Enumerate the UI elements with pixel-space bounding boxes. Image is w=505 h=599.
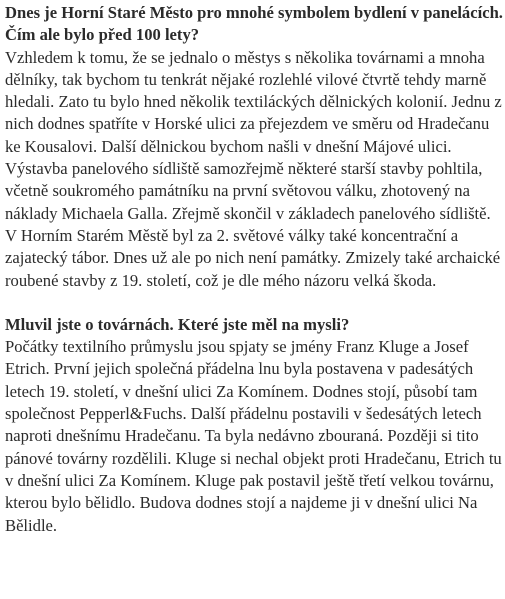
interview-article [5, 2, 503, 559]
qa-block-2 [5, 314, 503, 537]
qa-block-1 [5, 2, 503, 292]
interview-question: Dnes je Horní Staré Město pro mnohé symbolem bydlení v panelácích. Čím ale bylo před 100 lety? [5, 3, 503, 45]
interview-answer: Vzhledem k tomu, že se jednalo o městys s několika továrnami a mnoha dělníky, tak bychom tu tenkrát nějaké rozlehlé vilové čtvrtě tehdy marně hledali. Zato tu bylo hned několik textiláckých dělnických kolonií. Jednu z nich dodnes spatříte v Horské ulici za přejezdem ve směru od Hradečanu ke Kousalovi. Další dělnickou bychom našli v dnešní Májové ulici. Výstavba panelového sídliště samozřejmě některé starší stavby pohltila, včetně soukromého památníku na první světovou válku, zhotovený na náklady Michaela Galla. Zřejmě skončil v základech panelového sídliště. V Horním Starém Městě byl za 2. světové války také koncentrační a zajatecký tábor. Dnes už ale po nich není památky. Zmizely také archaické roubené stavby z 19. století, což je dle mého názoru velká škoda. [5, 47, 502, 290]
interview-answer: Počátky textilního průmyslu jsou spjaty se jmény Franz Kluge a Josef Etrich. První jejich společná přádelna lnu byla postavena v padesátých letech 19. století, v dnešní ulici Za Komínem. Dodnes stojí, působí tam společnost Pepperl&Fuchs. Další přádelnu postavili v šedesátých letech naproti dnešnímu Hradečanu. Ta byla nedávno zbouraná. Později si tito pánové továrny rozdělili. Kluge si nechal objekt proti Hradečanu, Etrich tu v dnešní ulici Za Komínem. Kluge pak postavil ještě třetí velkou továrnu, kterou bylo bělidlo. Budova dodnes stojí a najdeme ji v dnešní ulici Na Bělidle. [5, 337, 502, 535]
interview-question: Mluvil jste o továrnách. Které jste měl na mysli? [5, 314, 350, 334]
